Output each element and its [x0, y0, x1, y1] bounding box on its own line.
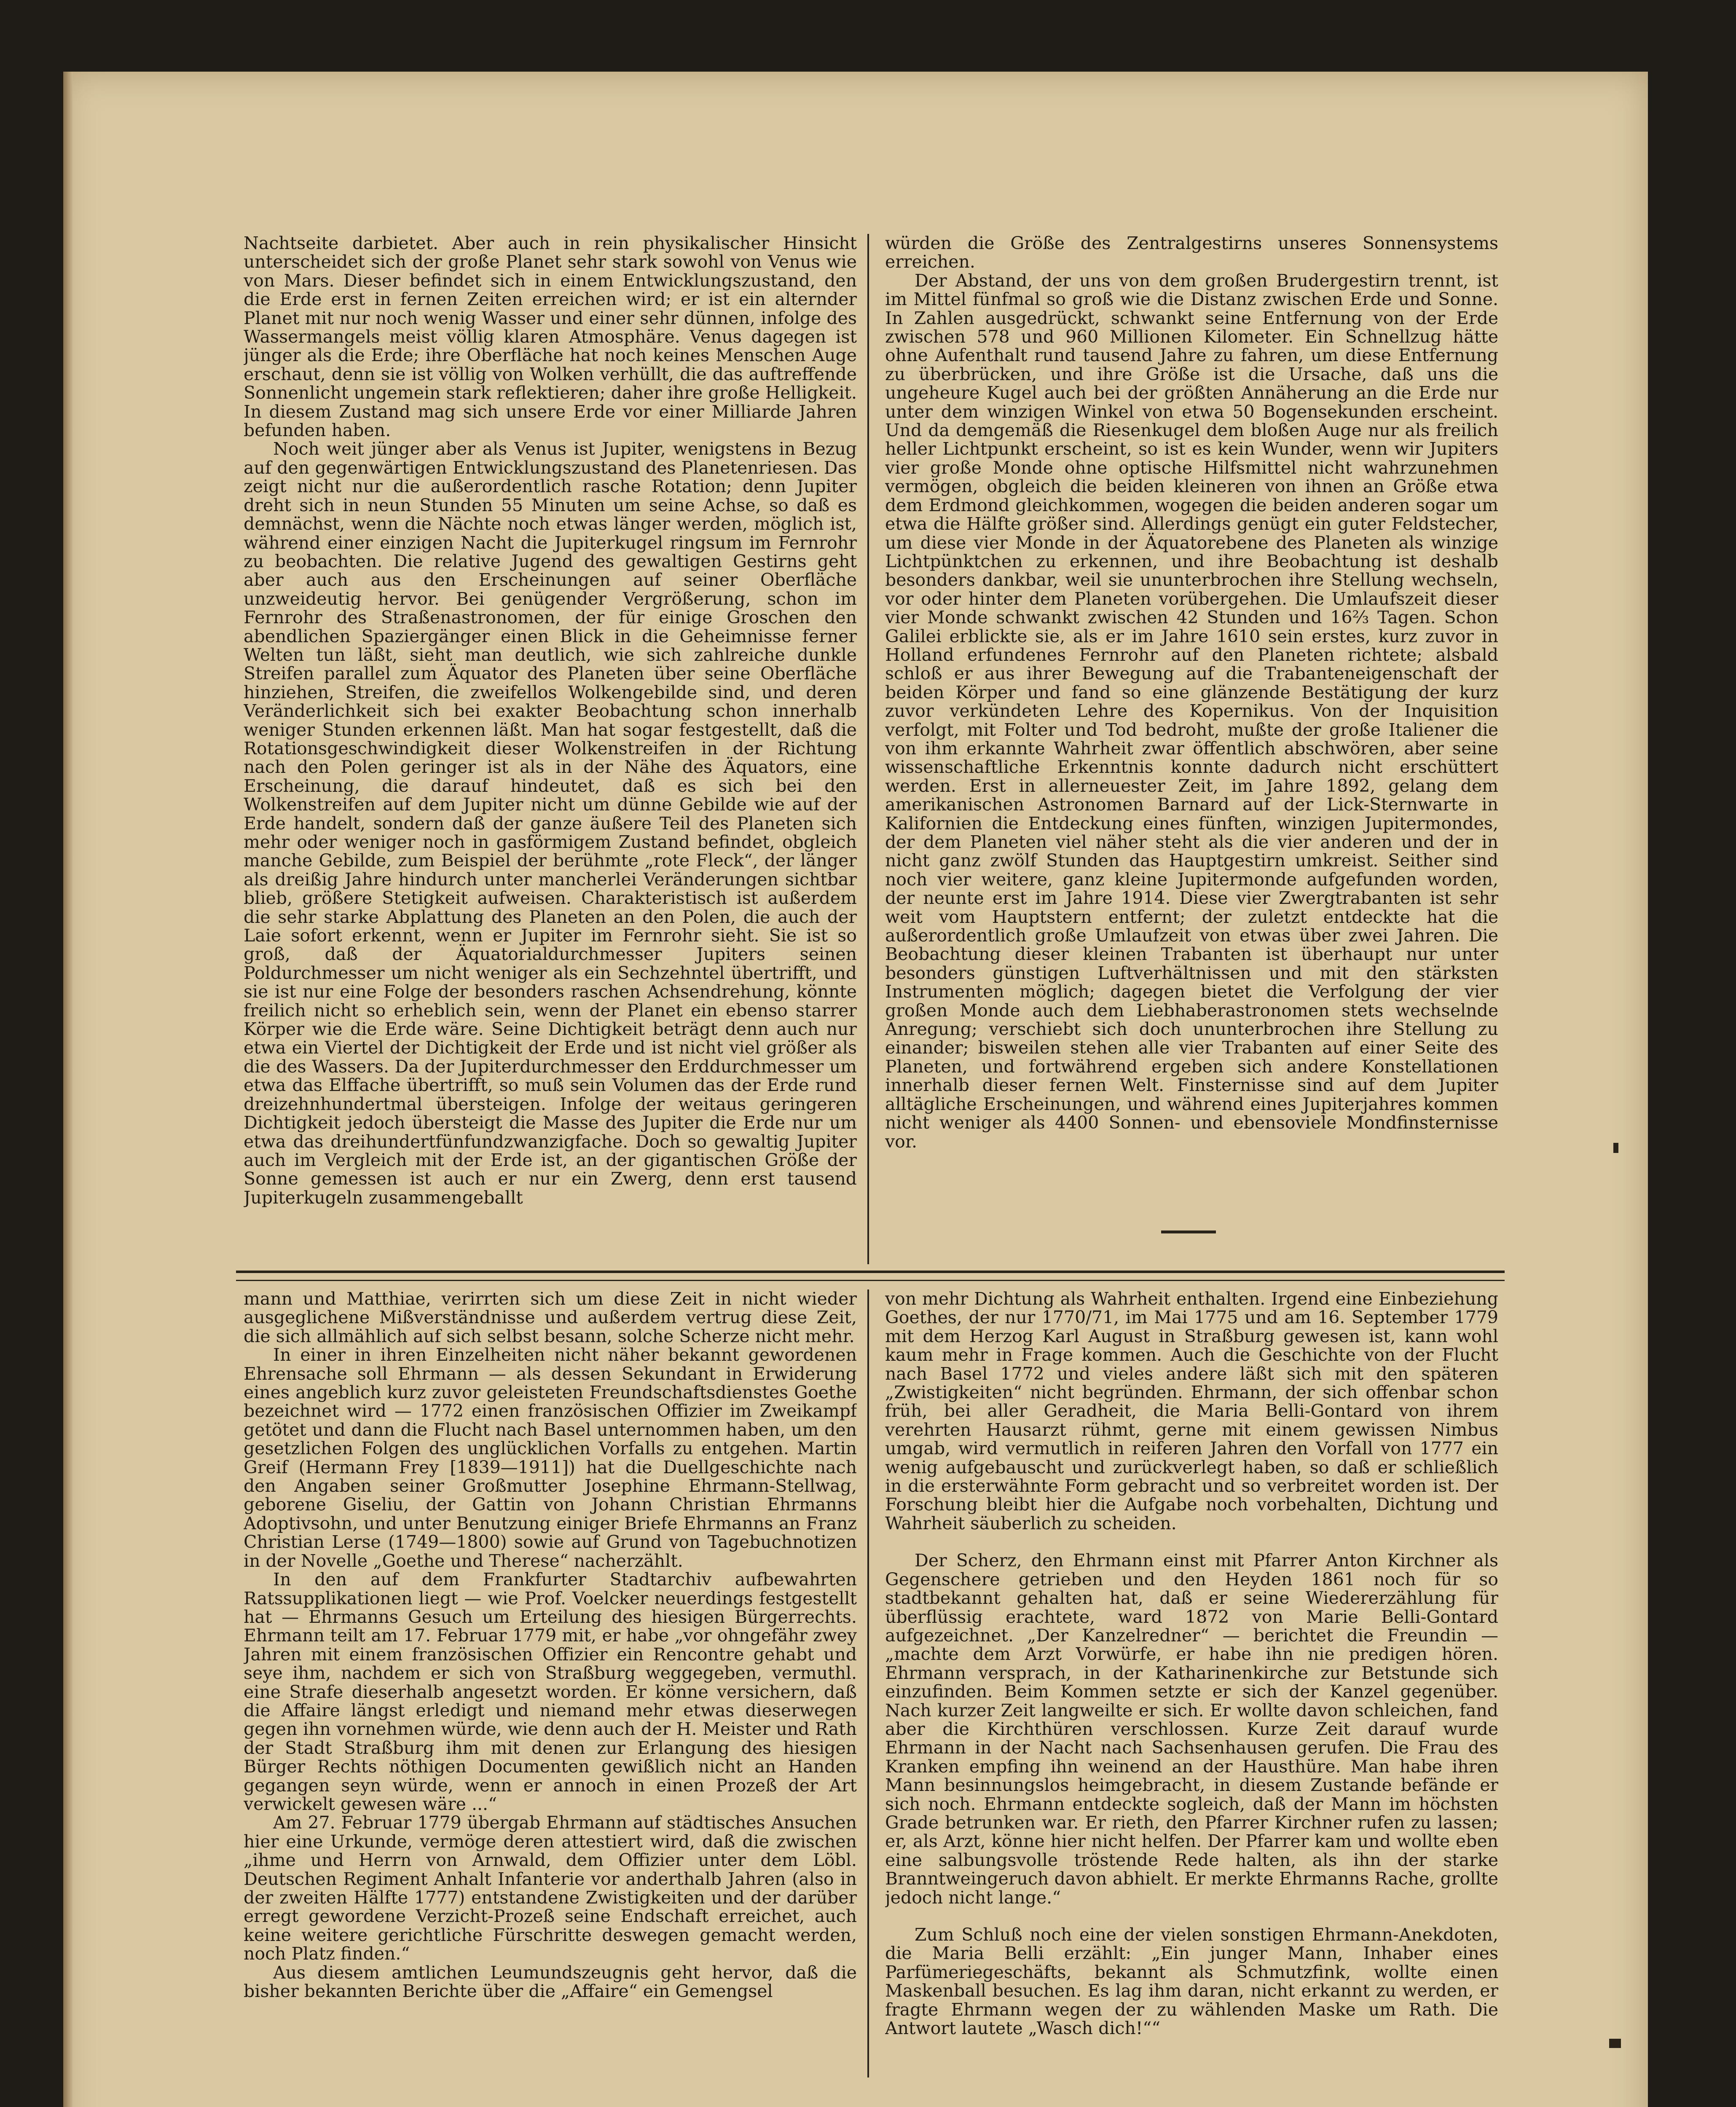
section-divider-rule	[236, 1271, 1505, 1281]
paragraph: Zum Schluß noch eine der vielen sonstigen Ehrmann-Anekdoten, die Maria Belli erzählt: „Ein junger Mann, Inhaber eines Parfümeriegeschäfts, bekannt als Schmutzfink, wollte einen Maskenball besuchen. Es lag ihm daran, nicht erkannt zu werden, er fragte Ehrmann wegen der zu wählenden Maske um Rath. Die Antwort lautete „Wasch dich!““	[885, 1925, 1498, 2039]
margin-mark	[1609, 2039, 1621, 2048]
paragraph: von mehr Dichtung als Wahrheit enthalten. Irgend eine Einbeziehung Goethes, der nur 1770/71, im Mai 1775 und am 16. September 1779 mit dem Herzog Karl August in Straßburg gewesen ist, kann wohl kaum mehr in Frage kommen. Auch die Geschichte von der Flucht nach Basel 1772 und vieles andere läßt sich mit den späteren „Zwistigkeiten“ nicht begründen. Ehrmann, der sich offenbar schon früh, bei aller Geradheit, die Maria Belli-Gontard von ihrem verehrten Hausarzt rühmt, gerne mit einem gewissen Nimbus umgab, wird vermutlich in reiferen Jahren den Vorfall von 1777 ein wenig aufgebauscht und zurückverlegt haben, so daß er schließlich in die ersterwähnte Form gebracht und so verbreitet worden ist. Der Forschung bleibt hier die Aufgabe noch vorbehalten, Dichtung und Wahrheit säuberlich zu scheiden.	[885, 1289, 1498, 1533]
column-divider	[867, 1289, 869, 2078]
paragraph: mann und Matthiae, verirrten sich um diese Zeit in nicht wieder ausgeglichene Mißverständnisse und außerdem vertrug diese Zeit, die sich allmählich auf sich selbst besann, solche Scherze nicht mehr.	[244, 1289, 857, 1346]
paragraph: Der Scherz, den Ehrmann einst mit Pfarrer Anton Kirchner als Gegenschere getrieben und den Heyden 1861 noch für so stadtbekannt gehalten hat, daß er seine Wiedererzählung für überflüssig erachtete, ward 1872 von Marie Belli-Gontard aufgezeichnet. „Der Kanzelredner“ — berichtet die Freundin — „machte dem Arzt Vorwürfe, er habe ihn nie predigen hören. Ehrmann versprach, in der Katharinenkirche zur Betstunde sich einzufinden. Beim Kommen setzte er sich der Kanzel gegenüber. Nach kurzer Zeit langweilte er sich. Er wollte davon schleichen, fand aber die Kirchthüren verschlossen. Kurze Zeit darauf wurde Ehrmann in der Nacht nach Sachsenhausen gerufen. Die Frau des Kranken empfing ihn weinend an der Hausthüre. Man habe ihren Mann besinnungslos heimgebracht, in diesem Zustande befände er sich noch. Ehrmann entdeckte sogleich, daß der Mann im höchsten Grade betrunken war. Er rieth, den Pfarrer Kirchner rufen zu lassen; er, als Arzt, könne hier nicht helfen. Der Pfarrer kam und wollte eben eine salbungsvolle tröstende Rede halten, als ihn der starke Branntweingeruch davon abhielt. Er merkte Ehrmanns Rache, grollte jedoch nicht lange.“	[885, 1550, 1498, 1908]
column-divider	[867, 234, 869, 1264]
paragraph: Der Abstand, der uns von dem großen Brudergestirn trennt, ist im Mittel fünfmal so groß wie die Distanz zwischen Erde und Sonne. In Zahlen ausgedrückt, schwankt seine Entfernung von der Erde zwischen 578 und 960 Millionen Kilometer. Ein Schnellzug hätte ohne Aufenthalt rund tausend Jahre zu fahren, um diese Entfernung zu überbrücken, und ihre Größe ist die Ursache, daß uns die ungeheure Kugel auch bei der größten Annäherung an die Erde nur unter dem winzigen Winkel von etwa 50 Bogensekunden erscheint. Und da demgemäß die Riesenkugel dem bloßen Auge nur als freilich heller Lichtpunkt erscheint, so ist es kein Wunder, wenn wir Jupiters vier große Monde ohne optische Hilfsmittel nicht wahrzunehmen vermögen, obgleich die beiden kleineren von ihnen an Größe etwa dem Erdmond gleichkommen, wogegen die beiden anderen sogar um etwa die Hälfte größer sind. Allerdings genügt ein guter Feldstecher, um diese vier Monde in der Äquatorebene des Planeten als winzige Lichtpünktchen zu erkennen, und ihre Beobachtung ist deshalb besonders dankbar, weil sie ununterbrochen ihre Stellung wechseln, vor oder hinter dem Planeten vorübergehen. Die Umlaufszeit dieser vier Monde schwankt zwischen 42 Stunden und 16⅔ Tagen. Schon Galilei erblickte sie, als er im Jahre 1610 sein erstes, kurz zuvor in Holland erfundenes Fernrohr auf den Planeten richtete; alsbald schloß er aus ihrer Bewegung auf die Trabanteneigenschaft der beiden Körper und fand so eine glänzende Bestätigung der kurz zuvor verkündeten Lehre des Kopernikus. Von der Inquisition verfolgt, mit Folter und Tod bedroht, mußte der große Italiener die von ihm erkannte Wahrheit zwar öffentlich abschwören, aber seine wissenschaftliche Erkenntnis konnte dadurch nicht erschüttert werden. Erst in allerneuester Zeit, im Jahre 1892, gelang dem amerikanischen Astronomen Barnard auf der Lick-Sternwarte in Kalifornien die Entdeckung eines fünften, winzigen Jupitermondes, der dem Planeten viel näher steht als die vier anderen und der in nicht ganz zwölf Stunden das Hauptgestirn umkreist. Seither sind noch vier weitere, ganz kleine Jupitermonde aufgefunden worden, der neunte erst im Jahre 1914. Diese vier Zwergtrabanten ist sehr weit vom Hauptstern entfernt; der zuletzt entdeckte hat die außerordentlich große Umlaufzeit von etwas über zwei Jahren. Die Beobachtung dieser kleinen Trabanten ist überhaupt nur unter besonders günstigen Luftverhältnissen und mit den stärksten Instrumenten möglich; dagegen bietet die Verfolgung der vier großen Monde auch dem Liebhaberastronomen stets wechselnde Anregung; verschiebt sich doch ununterbrochen ihre Stellung zu einander; bisweilen stehen alle vier Trabanten auf einer Seite des Planeten, und fortwährend ergeben sich andere Konstellationen innerhalb dieser fernen Welt. Finsternisse sind auf dem Jupiter alltägliche Erscheinungen, und während eines Jupiterjahres kommen nicht weniger als 4400 Sonnen- und ebensoviele Mondfinsternisse vor.	[885, 270, 1498, 1152]
article-column-top-right	[885, 234, 1498, 1237]
paragraph: würden die Größe des Zentralgestirns unseres Sonnensystems erreichen.	[885, 234, 1498, 272]
paragraph: In den auf dem Frankfurter Stadtarchiv aufbewahrten Ratssupplikationen liegt — wie Prof. Voelcker neuerdings festgestellt hat — Ehrmanns Gesuch um Erteilung des hiesigen Bürgerrechts. Ehrmann teilt am 17. Februar 1779 mit, er habe „vor ohngefähr zwey Jahren mit einem französischen Offizier ein Rencontre gehabt und seye ihm, nachdem er sich von Straßburg weggegeben, vermuthl. eine Strafe dieserhalb angesetzt worden. Er könne versichern, daß die Affaire längst erledigt und niemand mehr etwas dieserwegen gegen ihn vornehmen würde, wie denn auch der H. Meister und Rath der Stadt Straßburg ihm mit denen zur Erlangung des hiesigen Bürger Rechts nöthigen Documenten gewißlich nicht an Handen gegangen seyn würde, wenn er annoch in einen Prozeß der Art verwickelt gewesen wäre ...“	[244, 1569, 857, 1814]
page-binding-edge	[63, 72, 72, 2107]
article-column-top-left	[244, 234, 857, 1262]
feuilleton-column-bottom-left	[244, 1289, 857, 2075]
paragraph: Noch weit jünger aber als Venus ist Jupiter, wenigstens in Bezug auf den gegenwärtigen Entwicklungszustand des Planetenriesen. Das zeigt nicht nur die außerordentlich rasche Rotation; denn Jupiter dreht sich in neun Stunden 55 Minuten um seine Achse, so daß es demnächst, wenn die Nächte noch etwas länger werden, möglich ist, während einer einzigen Nacht die Jupiterkugel ringsum im Fernrohr zu beobachten. Die relative Jugend des gewaltigen Gestirns geht aber auch aus den Erscheinungen auf seiner Oberfläche unzweideutig hervor. Bei genügender Vergrößerung, schon im Fernrohr des Straßenastronomen, der für einige Groschen den abendlichen Spaziergänger einen Blick in die Geheimnisse ferner Welten tun läßt, sieht man deutlich, wie sich zahlreiche dunkle Streifen parallel zum Äquator des Planeten über seine Oberfläche hinziehen, Streifen, die zweifellos Wolkengebilde sind, und deren Veränderlichkeit sich bei exakter Beobachtung schon innerhalb weniger Stunden erkennen läßt. Man hat sogar festgestellt, daß die Rotationsgeschwindigkeit dieser Wolkenstreifen in der Richtung nach den Polen geringer ist als in der Nähe des Äquators, eine Erscheinung, die darauf hindeutet, daß es sich bei den Wolkenstreifen auf dem Jupiter nicht um dünne Gebilde wie auf der Erde handelt, sondern daß der ganze äußere Teil des Planeten sich mehr oder weniger noch in gasförmigem Zustand befindet, obgleich manche Gebilde, zum Beispiel der berühmte „rote Fleck“, der länger als dreißig Jahre hindurch unter mancherlei Veränderungen sichtbar blieb, größere Stetigkeit aufweisen. Charakteristisch ist außerdem die sehr starke Abplattung des Planeten an den Polen, die auch der Laie sofort erkennt, wenn er Jupiter im Fernrohr sieht. Sie ist so groß, daß der Äquatorialdurchmesser Jupiters seinen Poldurchmesser um nicht weniger als ein Sechzehntel übertrifft, und sie ist nur eine Folge der besonders raschen Achsendrehung, könnte freilich nicht so erheblich sein, wenn der Planet ein ebenso starrer Körper wie die Erde wäre. Seine Dichtigkeit beträgt denn auch nur etwa ein Viertel der Dichtigkeit der Erde und ist nicht viel größer als die des Wassers. Da der Jupiterdurchmesser den Erddurchmesser um etwa das Elffache übertrifft, so muß sein Volumen das der Erde rund dreizehnhundertmal übersteigen. Infolge der weitaus geringeren Dichtigkeit jedoch übersteigt die Masse des Jupiter die Erde nur um etwa das dreihundertfünfundzwanzigfache. Doch so gewaltig Jupiter auch im Vergleich mit der Erde ist, an der gigantischen Größe der Sonne gemessen ist auch er nur ein Zwerg, denn erst tausend Jupiterkugeln zusammengeballt	[244, 439, 857, 1208]
article-end-dash	[1161, 1230, 1216, 1233]
margin-mark	[1613, 1143, 1618, 1153]
feuilleton-column-bottom-right	[885, 1289, 1498, 2075]
paragraph: In einer in ihren Einzelheiten nicht näher bekannt gewordenen Ehrensache soll Ehrmann — als dessen Sekundant in Erwiderung eines angeblich kurz zuvor geleisteten Freundschaftsdienstes Goethe bezeichnet wird — 1772 einen französischen Offizier im Zweikampf getötet und dann die Flucht nach Basel unternommen haben, um den gesetzlichen Folgen des unglücklichen Vorfalls zu entgehen. Martin Greif (Hermann Frey [1839—1911]) hat die Duellgeschichte nach den Angaben seiner Großmutter Josephine Ehrmann-Stellwag, geborene Giseliu, der Gattin von Johann Christian Ehrmanns Adoptivsohn, und unter Benutzung einiger Briefe Ehrmanns an Franz Christian Lerse (1749—1800) sowie auf Grund von Tagebuchnotizen in der Novelle „Goethe und Therese“ nacherzählt.	[244, 1345, 857, 1571]
paragraph: Aus diesem amtlichen Leumundszeugnis geht hervor, daß die bisher bekannten Berichte über die „Affaire“ ein Gemengsel	[244, 1962, 857, 2002]
paragraph: Nachtseite darbietet. Aber auch in rein physikalischer Hinsicht unterscheidet sich der große Planet sehr stark sowohl von Venus wie von Mars. Dieser befindet sich in einem Entwicklungszustand, den die Erde erst in fernen Zeiten erreichen wird; er ist ein alternder Planet mit nur noch wenig Wasser und einer sehr dünnen, infolge des Wassermangels meist völlig klaren Atmosphäre. Venus dagegen ist jünger als die Erde; ihre Oberfläche hat noch keines Menschen Auge erschaut, denn sie ist völlig von Wolken verhüllt, die das auftreffende Sonnenlicht ungemein stark reflektieren; daher ihre große Helligkeit. In diesem Zustand mag sich unsere Erde vor einer Milliarde Jahren befunden haben.	[244, 234, 857, 441]
paragraph: Am 27. Februar 1779 übergab Ehrmann auf städtisches Ansuchen hier eine Urkunde, vermöge deren attestiert wird, daß die zwischen „ihme und Herrn von Arnwald, dem Offizier unter dem Löbl. Deutschen Regiment Anhalt Infanterie vor anderthalb Jahren (also in der zweiten Hälfte 1777) entstandene Zwistigkeiten und der darüber erregt gewordene Verzicht-Prozeß seine Endschaft erreichet, auch keine weitere gerichtliche Fürschritte deswegen gemacht werden, noch Platz finden.“	[244, 1812, 857, 1964]
